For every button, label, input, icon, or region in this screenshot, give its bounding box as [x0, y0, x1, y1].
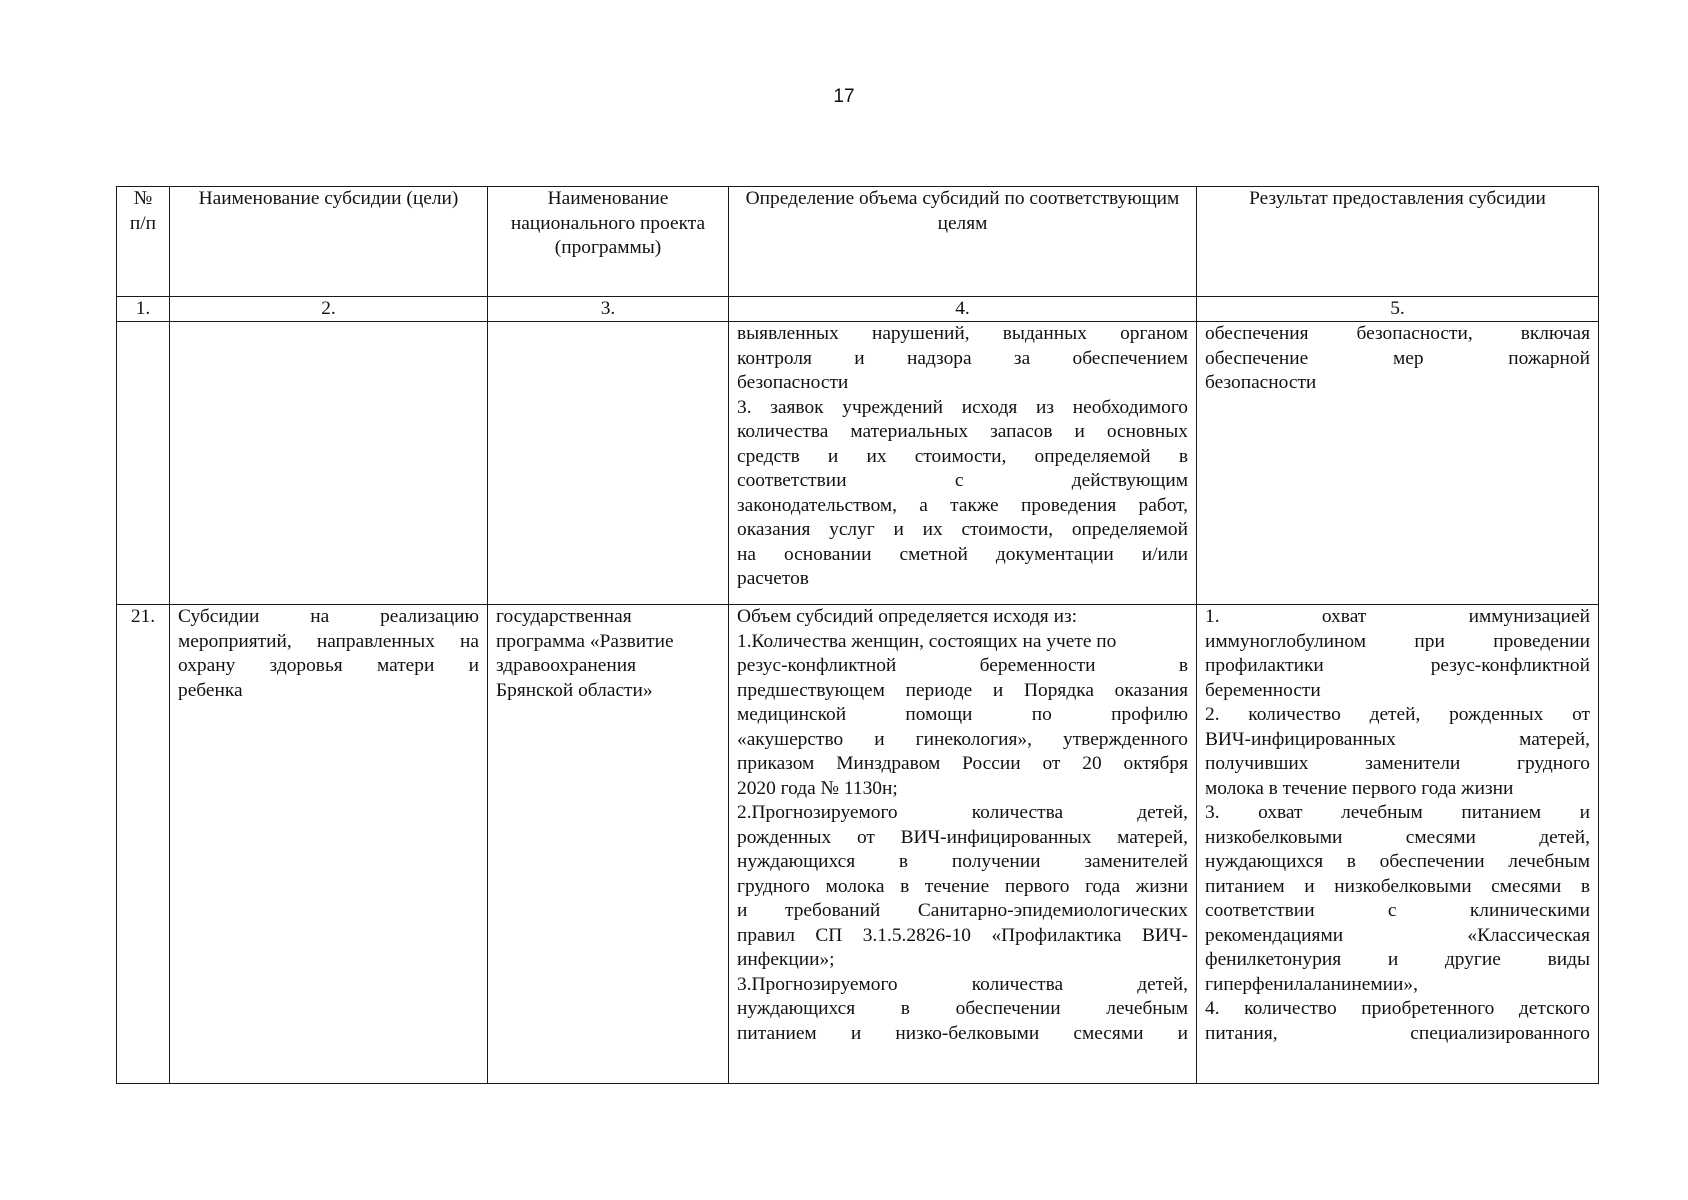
header-national-project: Наименование национального проекта (программы): [488, 187, 729, 297]
cell-text-line: контроля и надзора за обеспечением: [737, 347, 1188, 369]
cell-text-line: нуждающихся в обеспечении лечебным: [737, 998, 1188, 1019]
cell-text-line: 3. охват лечебным питанием и: [1205, 802, 1590, 823]
cell-text-line: мероприятий, направленных на: [178, 630, 479, 652]
cell-subsidy-name: [170, 322, 488, 605]
header-subsidy-name: Наименование субсидии (цели): [170, 187, 488, 297]
cell-text-line: здравоохранения: [496, 655, 637, 676]
cell-text-line: обеспечение мер пожарной: [1205, 347, 1590, 369]
column-number: 1.: [117, 297, 170, 322]
column-number-row: [117, 297, 1599, 322]
cell-text-line: питания, специализированного: [1205, 1022, 1590, 1044]
cell-text-line: рожденных от ВИЧ-инфицированных матерей,: [737, 826, 1188, 848]
cell-text-line: молока в течение первого года жизни: [1205, 777, 1514, 799]
header-subsidy-result: Результат предоставления субсидии: [1197, 187, 1599, 297]
cell-text-line: гиперфенилаланинемии»,: [1205, 973, 1418, 995]
cell-text-line: соответствии с действующим: [737, 470, 1188, 491]
cell-text-line: 4. количество приобретенного детского: [1205, 998, 1590, 1019]
cell-subsidy-result: [1197, 322, 1599, 605]
table-row-21: [117, 605, 1599, 1084]
column-number: 4.: [729, 297, 1197, 322]
cell-text-line: государственная: [496, 606, 632, 627]
cell-text-line: выявленных нарушений, выданных органом: [737, 323, 1188, 344]
cell-text-line: 2020 года № 1130н;: [737, 777, 898, 799]
cell-text-line: на основании сметной документации и/или: [737, 543, 1188, 565]
cell-text-line: нуждающихся в получении заменителей: [737, 851, 1188, 872]
cell-text-line: Субсидии на реализацию: [178, 606, 479, 627]
cell-text-line: инфекции»;: [737, 949, 835, 970]
subsidy-table: [116, 186, 1599, 1084]
cell-text-line: правил СП 3.1.5.2826-10 «Профилактика ВИЧ-: [737, 924, 1188, 946]
cell-text-line: 1.Количества женщин, состоящих на учете по: [737, 630, 1117, 652]
cell-text-line: программа «Развитие: [496, 630, 674, 652]
cell-subsidy-volume: [729, 322, 1197, 605]
page-number: 17: [833, 86, 855, 107]
cell-text-line: ВИЧ-инфицированных матерей,: [1205, 728, 1590, 750]
table-header-row: [117, 187, 1599, 297]
table-row-continued: [117, 322, 1599, 605]
column-number: 5.: [1197, 297, 1599, 322]
cell-text-line: средств и их стоимости, определяемой в: [737, 445, 1188, 467]
cell-text-line: ребенка: [178, 679, 243, 701]
cell-number: [117, 322, 170, 605]
cell-text-line: соответствии с клиническими: [1205, 900, 1590, 921]
cell-text-line: 3. заявок учреждений исходя из необходимого: [737, 396, 1188, 418]
cell-text-line: резус-конфликтной беременности в: [737, 655, 1188, 676]
cell-text-line: Объем субсидий определяется исходя из:: [737, 606, 1077, 627]
cell-subsidy-name: [170, 605, 488, 1084]
cell-text-line: нуждающихся в обеспечении лечебным: [1205, 851, 1590, 872]
cell-text-line: расчетов: [737, 568, 809, 589]
cell-text-line: медицинской помощи по профилю: [737, 704, 1188, 725]
cell-text-line: «акушерство и гинекология», утвержденного: [737, 728, 1188, 750]
cell-text-line: и требований Санитарно-эпидемиологических: [737, 900, 1188, 921]
cell-text-line: низкобелковыми смесями детей,: [1205, 826, 1590, 848]
cell-text-line: безопасности: [737, 372, 849, 393]
cell-text-line: питанием и низкобелковыми смесями в: [1205, 875, 1590, 897]
cell-text-line: беременности: [1205, 679, 1321, 701]
cell-text-line: оказания услуг и их стоимости, определяемой: [737, 519, 1188, 540]
cell-national-project: [488, 605, 729, 1084]
cell-text-line: количества материальных запасов и основных: [737, 421, 1188, 442]
cell-text-line: 1. охват иммунизацией: [1205, 606, 1590, 627]
cell-text-line: фенилкетонурия и другие виды: [1205, 949, 1590, 970]
cell-text-line: иммуноглобулином при проведении: [1205, 630, 1590, 652]
cell-text-line: приказом Минздравом России от 20 октября: [737, 753, 1188, 774]
cell-subsidy-volume: [729, 605, 1197, 1084]
header-number: № п/п: [117, 187, 170, 297]
cell-text-line: рекомендациями «Классическая: [1205, 924, 1590, 946]
cell-text-line: обеспечения безопасности, включая: [1205, 323, 1590, 344]
cell-text-line: грудного молока в течение первого года жизни: [737, 875, 1188, 897]
cell-text-line: законодательством, а также проведения работ,: [737, 494, 1188, 516]
cell-national-project: [488, 322, 729, 605]
header-subsidy-volume: Определение объема субсидий по соответствующим целям: [729, 187, 1197, 297]
cell-number: 21.: [117, 605, 170, 1084]
cell-text-line: безопасности: [1205, 372, 1317, 393]
cell-text-line: Брянской области»: [496, 679, 653, 701]
column-number: 3.: [488, 297, 729, 322]
cell-text-line: охрану здоровья матери и: [178, 655, 479, 676]
cell-text-line: 2.Прогнозируемого количества детей,: [737, 802, 1188, 823]
column-number: 2.: [170, 297, 488, 322]
cell-text-line: 2. количество детей, рожденных от: [1205, 704, 1590, 725]
cell-text-line: получивших заменители грудного: [1205, 753, 1590, 774]
cell-text-line: питанием и низко-белковыми смесями и: [737, 1022, 1188, 1044]
cell-text-line: профилактики резус-конфликтной: [1205, 655, 1590, 676]
cell-subsidy-result: [1197, 605, 1599, 1084]
cell-text-line: 3.Прогнозируемого количества детей,: [737, 973, 1188, 995]
cell-text-line: предшествующем периоде и Порядка оказания: [737, 679, 1188, 701]
